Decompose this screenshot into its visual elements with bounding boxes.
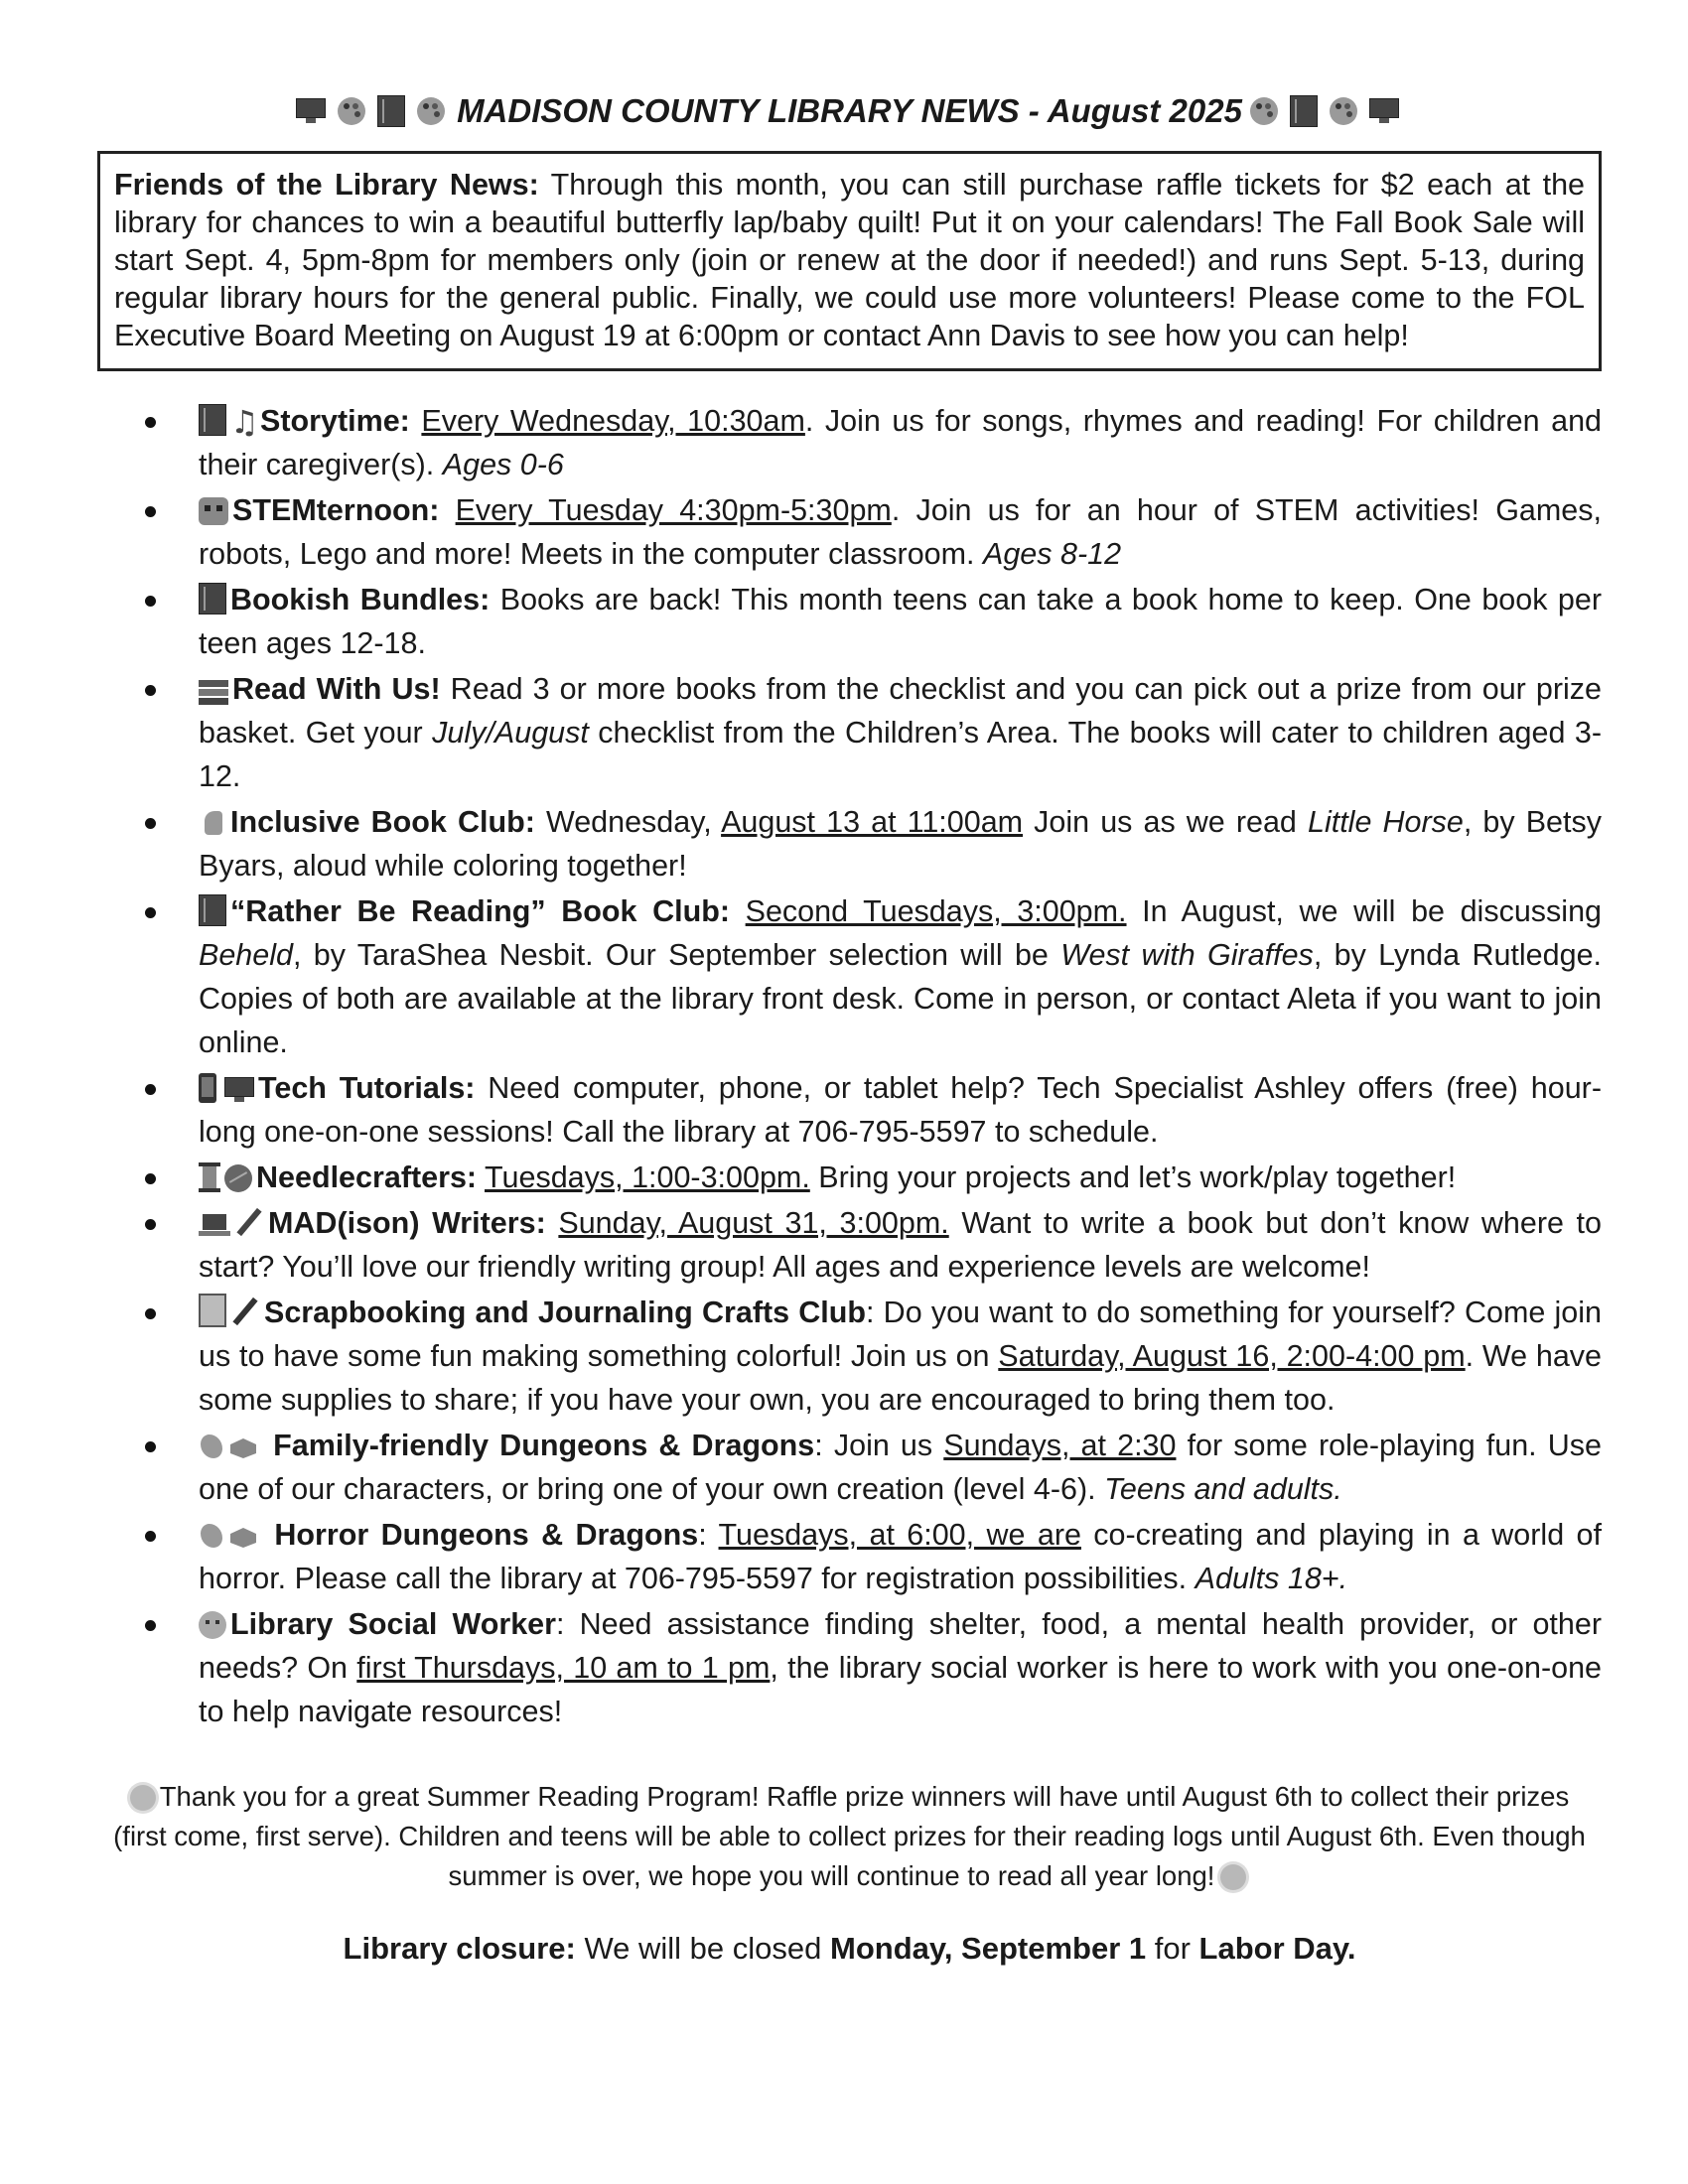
event-text: Read 3 or more books from the checklist and you can pick out a prize from our prize basket. Get your (199, 672, 1602, 750)
event-madison-writers (97, 1201, 1602, 1289)
event-text: Want to write a book but don’t know where to start? You’ll love our friendly writing group! All ages and experience levels are welcome! (199, 1206, 1602, 1284)
event-text: : Need assistance finding shelter, food, a mental health provider, or other needs? On (199, 1607, 1602, 1685)
phone-icon (199, 1073, 216, 1103)
thanks-text: Thank you for a great Summer Reading Program! Raffle prize winners will have until August 6th to collect their prizes (first come, first serve). Children and teens will be able to collect prizes for their reading logs until August 6th. Even though summer is over, we hope you will continue to read all year long! (113, 1781, 1586, 1891)
closure-text: for (1146, 1931, 1199, 1966)
event-ages: Ages 0-6 (442, 448, 564, 481)
event-scrapbooking (97, 1291, 1602, 1422)
event-ages: Adults 18+. (1195, 1562, 1348, 1595)
newsletter-page (97, 89, 1602, 1970)
bullet (145, 685, 156, 696)
event-title: Inclusive Book Club: (230, 805, 535, 839)
thread-spool-icon (199, 1162, 220, 1192)
event-ages: Ages 8-12 (983, 537, 1122, 571)
horse-icon (199, 807, 226, 837)
newsletter-title-row (97, 89, 1602, 133)
event-text: Bring your projects and let’s work/play together! (809, 1160, 1457, 1194)
event-when: Sundays, at 2:30 (943, 1429, 1177, 1462)
palette-icon (1250, 97, 1278, 125)
event-text: Books are back! This month teens can take a book home to keep. One book per teen ages 12-18. (199, 583, 1603, 660)
yarn-icon (224, 1164, 252, 1192)
event-when: Tuesdays, at 6:00, we are (718, 1518, 1081, 1552)
event-text: for some role-playing fun. Use one of our characters, or bring one of your own creation (level 4-6). (199, 1429, 1603, 1506)
event-dnd-horror (97, 1513, 1602, 1600)
event-text-italic: July/August (432, 716, 589, 750)
event-ages: Teens and adults. (1104, 1472, 1342, 1506)
event-book-title: Beheld (199, 938, 293, 972)
event-title: Storytime: (260, 404, 410, 438)
event-when: Second Tuesdays, 3:00pm. (745, 894, 1127, 928)
event-title: MAD(ison) Writers: (268, 1206, 546, 1240)
closure-holiday: Labor Day. (1198, 1931, 1356, 1966)
notebook-icon (199, 1294, 226, 1327)
event-book-title: Little Horse (1307, 805, 1464, 839)
event-when: Every Wednesday, 10:30am (421, 404, 805, 438)
monitor-icon (296, 98, 326, 124)
bullet (145, 818, 156, 829)
event-text: : Join us (814, 1429, 944, 1462)
bullet (145, 1531, 156, 1542)
book-icon (199, 583, 226, 614)
event-text: : Do you want to do something for yourself? Come join us to have some fun making something colorful! Join us on (199, 1296, 1602, 1373)
palette-icon (1330, 97, 1357, 125)
book-icon (199, 894, 226, 926)
event-needlecrafters (97, 1156, 1602, 1199)
bullet (145, 596, 156, 607)
event-dnd-family (97, 1424, 1602, 1511)
event-text: checklist from the Children’s Area. The books will cater to children aged 3-12. (199, 716, 1603, 793)
event-title: Family-friendly Dungeons & Dragons (273, 1429, 815, 1462)
bullet (145, 417, 156, 428)
event-when: August 13 at 11:00am (721, 805, 1024, 839)
event-text: Wednesday, (534, 805, 722, 839)
event-book-title: West with Giraffes (1060, 938, 1314, 972)
sun-icon (1220, 1864, 1246, 1890)
pen-icon (234, 1208, 264, 1238)
dragon-icon (199, 1433, 224, 1460)
friends-of-library-box (97, 151, 1602, 371)
dragon-icon (199, 1522, 224, 1550)
hugging-face-icon (199, 1611, 226, 1639)
event-title: Read With Us! (232, 672, 441, 706)
event-social-worker (97, 1602, 1602, 1733)
dice-icon (228, 1436, 258, 1460)
bullet (145, 1620, 156, 1631)
palette-icon (417, 97, 445, 125)
event-when: first Thursdays, 10 am to 1 pm (356, 1651, 771, 1685)
event-text: Need computer, phone, or tablet help? Tech Specialist Ashley offers (free) hour-long one-on-one sessions! Call the library at 706-795-5597 to schedule. (199, 1071, 1602, 1149)
event-text: , by Betsy Byars, aloud while coloring together! (199, 805, 1602, 883)
crayon-icon (230, 1297, 260, 1327)
event-title: Horror Dungeons & Dragons (274, 1518, 699, 1552)
event-text: Join us as we read (1023, 805, 1308, 839)
book-icon (1290, 95, 1318, 127)
monitor-icon (224, 1077, 254, 1103)
event-list (97, 399, 1602, 1733)
event-text: In August, we will be discussing (1126, 894, 1602, 928)
friends-text: Through this month, you can still purchase raffle tickets for $2 each at the library for chances to win a beautiful butterfly lap/baby quilt! Put it on your calendars! The Fall Book Sale will start Sept. 4, 5pm-8pm for members only (join or renew at the door if needed!) and runs Sept. 5-13, during regular library hours for the general public. Finally, we could use more volunteers! Please come to the FOL Executive Board Meeting on August 19 at 6:00pm or contact Ann Davis to see how you can help! (114, 168, 1585, 352)
event-title: Tech Tutorials: (258, 1071, 476, 1105)
summer-reading-thanks (97, 1777, 1602, 1896)
laptop-icon (199, 1214, 230, 1238)
sun-icon (130, 1785, 156, 1811)
event-inclusive-book-club (97, 800, 1602, 887)
event-title: Bookish Bundles: (230, 583, 491, 616)
event-text: , by TaraShea Nesbit. Our September selection will be (292, 938, 1061, 972)
event-storytime (97, 399, 1602, 486)
event-title: Scrapbooking and Journaling Crafts Club (264, 1296, 867, 1329)
event-text: , the library social worker is here to work with you one-on-one to help navigate resources! (199, 1651, 1603, 1728)
event-when: Sunday, August 31, 3:00pm. (558, 1206, 949, 1240)
book-icon (377, 95, 405, 127)
bullet (145, 1441, 156, 1452)
title-right-icons (1250, 95, 1403, 127)
event-rather-be-reading (97, 889, 1602, 1064)
event-text: . We have some supplies to share; if you have your own, you are encouraged to bring them too. (199, 1339, 1603, 1417)
event-read-with-us (97, 667, 1602, 798)
event-text: , by Lynda Rutledge. Copies of both are available at the library front desk. Come in person, or contact Aleta if you want to join online. (199, 938, 1603, 1059)
closure-text: We will be closed (575, 1931, 831, 1966)
palette-icon (338, 97, 365, 125)
event-when: Saturday, August 16, 2:00-4:00 pm (998, 1339, 1466, 1373)
bullet (145, 907, 156, 918)
friends-heading: Friends of the Library News: (114, 168, 539, 202)
event-text: co-creating and playing in a world of horror. Please call the library at 706-795-5597 for registration possibilities. (199, 1518, 1602, 1595)
event-text: : (698, 1518, 719, 1552)
event-text: . Join us for an hour of STEM activities! Games, robots, Lego and more! Meets in the computer classroom. (199, 493, 1602, 571)
bullet (145, 1084, 156, 1095)
bullet (145, 506, 156, 517)
title-left-icons (296, 95, 449, 127)
event-title: “Rather Be Reading” Book Club: (230, 894, 731, 928)
event-stemternoon (97, 488, 1602, 576)
newsletter-title: MADISON COUNTY LIBRARY NEWS - August 2025 (457, 92, 1242, 129)
event-when: Every Tuesday 4:30pm-5:30pm (455, 493, 892, 527)
event-when: Tuesdays, 1:00-3:00pm. (485, 1160, 810, 1194)
books-stack-icon (199, 678, 228, 704)
library-closure-notice (97, 1928, 1602, 1970)
music-note-icon (230, 406, 256, 436)
bullet (145, 1219, 156, 1230)
bullet (145, 1173, 156, 1184)
event-bookish-bundles (97, 578, 1602, 665)
robot-icon (199, 497, 228, 525)
event-title: Library Social Worker (230, 1607, 556, 1641)
event-title: STEMternoon: (232, 493, 440, 527)
closure-label: Library closure: (343, 1931, 576, 1966)
dice-icon (228, 1526, 258, 1550)
bullet (145, 1308, 156, 1319)
event-title: Needlecrafters: (256, 1160, 478, 1194)
book-icon (199, 404, 226, 436)
event-text: . Join us for songs, rhymes and reading! For children and their caregiver(s). (199, 404, 1602, 481)
monitor-icon (1369, 98, 1399, 124)
closure-date: Monday, September 1 (830, 1931, 1147, 1966)
event-tech-tutorials (97, 1066, 1602, 1154)
